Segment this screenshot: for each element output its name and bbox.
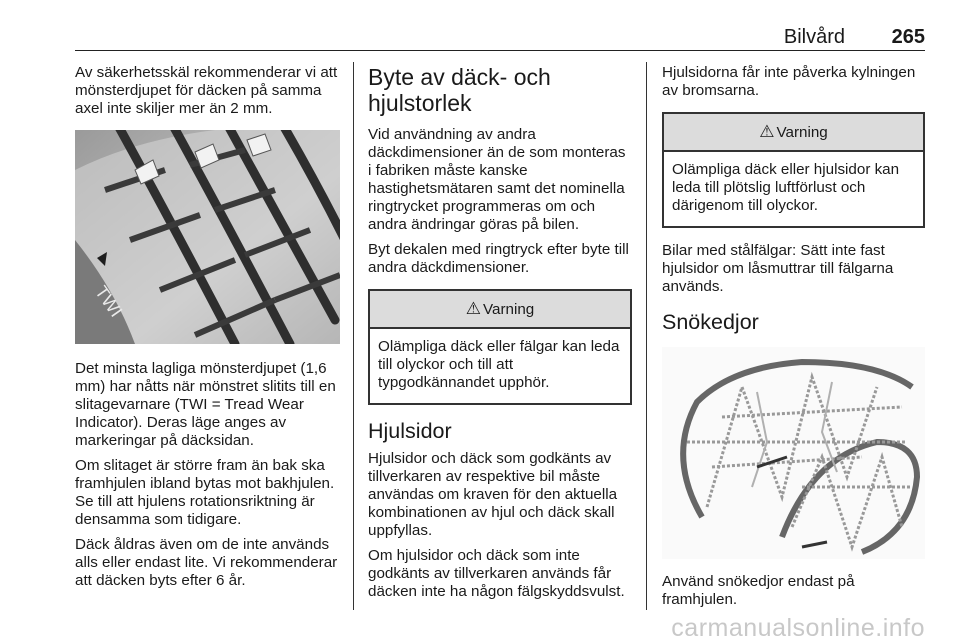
column-divider	[646, 62, 647, 610]
warning-box	[368, 289, 632, 405]
section-heading: Byte av däck- och hjulstorlek	[368, 64, 551, 116]
column-3	[662, 64, 925, 616]
paragraph: Hjulsidorna får inte påverka kylningen av bromsarna.	[662, 64, 916, 99]
paragraph: Använd snökedjor endast på framhjulen.	[662, 573, 855, 608]
warning-body	[664, 152, 923, 226]
paragraph: Vid användning av andra däckdimensioner än de som monteras i fabriken måste kanske hastighetsmätaren samt det nominella ringtrycket programmeras om och andra ändringar göras på bilen.	[368, 126, 626, 233]
paragraph: Det minsta lagliga mönsterdjupet (1,6 mm) har nåtts när mönstret slitits till en slitagevarnare (TWI = Tread Wear Indicator). Deras läge anges av markeringar på däcksidan.	[75, 360, 336, 449]
paragraph: Om slitaget är större fram än bak ska framhjulen ibland bytas mot bakhjulen. Se till att hjulens rotationsriktning är densamma som tidigare.	[75, 457, 335, 528]
warning-text: Olämpliga däck eller hjulsidor kan leda till plötslig luftförlust och därigenom till olyckor.	[672, 161, 900, 214]
watermark: carmanualsonline.info	[671, 614, 925, 642]
column-divider	[353, 62, 354, 610]
warning-header	[370, 291, 630, 329]
paragraph: Byt dekalen med ringtryck efter byte till andra däckdimensioner.	[368, 241, 629, 276]
paragraph: Av säkerhetsskäl rekommenderar vi att mönsterdjupet för däcken på samma axel inte skiljer mer än 2 mm.	[75, 64, 338, 117]
warning-box	[662, 112, 925, 228]
section-heading: Snökedjor	[662, 310, 759, 334]
page-number: 265	[891, 26, 925, 48]
warning-text: Olämpliga däck eller fälgar kan leda till olyckor och till att typgodkännandet upphör.	[378, 338, 620, 391]
section-title: Bilvård	[783, 26, 845, 48]
snow-chains-illustration	[662, 347, 925, 559]
paragraph: Bilar med stålfälgar: Sätt inte fast hjulsidor om låsmuttrar till fälgarna används.	[662, 242, 894, 295]
column-1	[75, 64, 340, 597]
page-header	[75, 26, 925, 50]
tire-tread-illustration	[75, 130, 340, 344]
section-heading: Hjulsidor	[368, 419, 452, 443]
column-2	[368, 64, 632, 608]
warning-header	[664, 114, 923, 152]
paragraph: Hjulsidor och däck som godkänts av tillverkaren av respektive bil måste användas om kraven för den aktuella kombinationen av hjul och däck skall uppfyllas.	[368, 450, 618, 539]
warning-body	[370, 329, 630, 403]
warning-title: Varning	[776, 123, 828, 141]
warning-icon: ⚠	[465, 299, 481, 318]
warning-title: Varning	[483, 300, 535, 318]
header-rule	[75, 50, 925, 51]
twi-label: TWI	[91, 282, 127, 321]
paragraph: Om hjulsidor och däck som inte godkänts av tillverkaren används får däcken inte ha någon fälgskyddsvulst.	[368, 547, 625, 600]
paragraph: Däck åldras även om de inte används alls eller endast lite. Vi rekommenderar att däcken byts efter 6 år.	[75, 536, 338, 589]
warning-icon: ⚠	[759, 122, 775, 141]
